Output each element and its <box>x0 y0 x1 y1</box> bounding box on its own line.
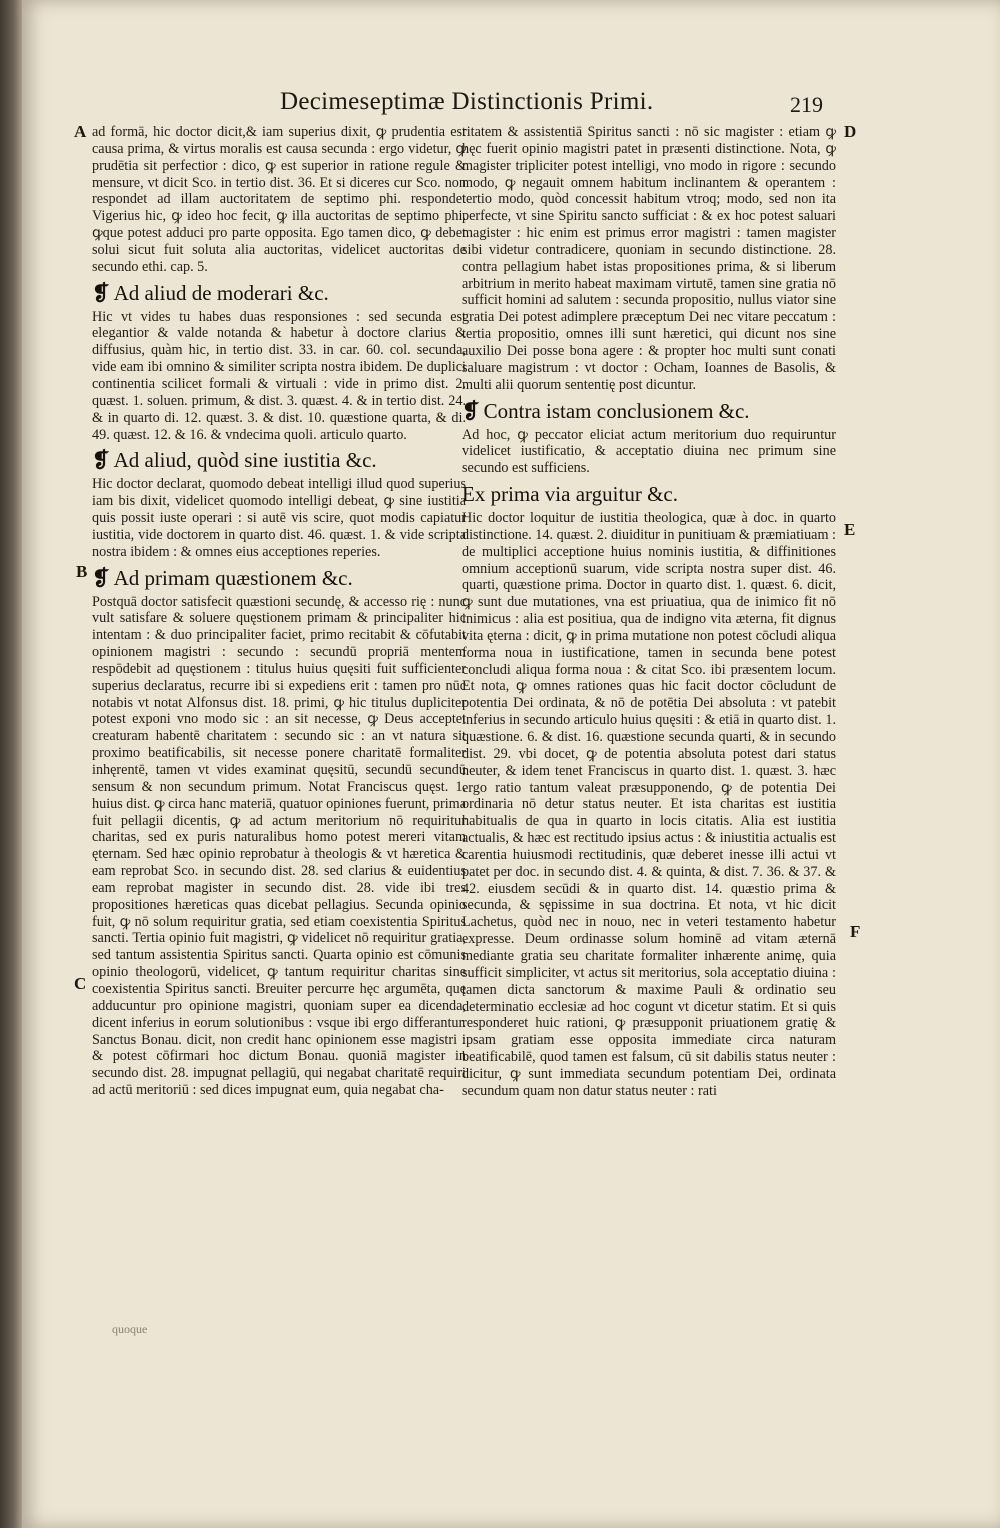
folio-number: 219 <box>790 92 823 117</box>
left-heading-1-text: Ad aliud de moderari &c. <box>113 280 329 305</box>
pilcrow-icon: ❡ <box>92 280 110 305</box>
margin-letter-f: F <box>850 922 861 941</box>
left-heading-2 <box>92 447 466 473</box>
right-heading-1-text: Contra istam conclusionem &c. <box>483 398 750 423</box>
left-paragraph-1: ad formā, hic doctor dicit,& iam superius dixit, ꝙ prudentia est causa prima, & virtus moralis est causa secunda : ergo videtur, ꝙ prudētia sit perfectior : dico, ꝙ est superior in ratione regule & mensure, vt dicit Sco. in tertio dist. 36. Et si diceres cur Sco. non respondet ad illam auctoritatem de septimo phi. respondet Vigerius hic, ꝙ ideo hoc fecit, ꝙ illa auctoritas de septimo phi. ꝙque potest adduci pro parte opposita. Ego tamen dico, ꝙ debet solui sicut fuit soluta alia auctoritas, videlicet auctoritas de secundo ethi. cap. 5. <box>92 124 466 275</box>
right-paragraph-2: Ad hoc, ꝙ peccator eliciat actum meritorium duo requiruntur videlicet iustificatio, & acceptatio diuina nec primum sine secundo est sufficiens. <box>462 426 836 477</box>
left-paragraph-3: Hic doctor declarat, quomodo debeat intelligi illud quod superius iam bis dixit, videlicet quomodo intelligi debeat, ꝙ sine iustitia quis possit iuste operari : si autē vis scire, quot modis capiatur iustitia, vide doctorem in quarto dist. 46. quæst. 1. & vide scripta nostra ibidem : & omnes eius acceptiones reperies. <box>92 476 466 560</box>
book-spine <box>0 0 22 1528</box>
margin-letter-d: D <box>844 122 857 141</box>
right-heading-1 <box>462 398 836 424</box>
left-paragraph-4: Postquā doctor satisfecit quæstioni secundę, & accesso rię : nunc vult satisfare & soluere quęstionem primam & principaliter hic intentam : & duo principaliter faciet, primo recitabit & cōfutabit opinionem magistri : secundo : secundū propriā mentem respōdebit ad quęstionem : titulus huius quęsiti fuit sufficienter superius declaratus, recurre ibi si expediens erit : tamen pro nūc notabis vt notat Alfonsus dist. 18. primi, ꝙ hic titulus dupliciter potest exponi vno modo sic : an sit necesse, ꝙ Deus acceptet creaturam habentē charitatem : secundo sic : an vt natura sit proximo beatificabilis, sit necesse ponere charitatē formaliter inhęrentē, tamen vt vides examinat quęsitū, secundū secundū sensum & non secundum primum. Notat Franciscus quęst. 1. huius dist. ꝙ circa hanc materiā, quatuor opiniones fuerunt, prima fuit pellagii dicentis, ꝙ ad actum meritorium nō requiritur charitas, sed ex puris naturalibus homo potest mereri vitam ęternam. Sed hæc opinio reprobatur à theologis & vt hæretica & eam reprobat Sco. in secundo dist. 28. sed clarius & euidentius eam reprobat magister in secundo dist. 28. vide ibi tres propositiones hæreticas quas dicebat pellagius. Secunda opinio fuit, ꝙ nō solum requiritur gratia, sed etiam coexistentia Spiritus sancti. Tertia opinio fuit magistri, ꝙ videlicet nō requiritur gratia, sed tantum assistentia Spiritus sancti. Quarta opinio est cōmunis opinio theologorū, videlicet, ꝙ tantum requiritur charitas sine coexistentia Spiritus sancti. Breuiter percurre hęc argumēta, quę adducuntur pro opinione magistri, quoniam super ea dicenda, dicent inferius in eorum solutionibus : vsque ibi ergo differantur. Sanctus Bonau. dicit, non credit hanc opinionem esse magistri : & potest cōfirmari hoc dictum Bonau. quoniā magister in secundo dist. 28. impugnat pellagiū, qui negabat charitatē requiri ad actū meritoriū : sed dices impugnat eum, quia negabat cha- <box>92 593 466 1099</box>
pilcrow-icon: ❡ <box>92 565 110 590</box>
left-heading-2-text: Ad aliud, quòd sine iustitia &c. <box>113 448 377 473</box>
left-heading-3-text: Ad primam quæstionem &c. <box>113 565 353 590</box>
margin-letter-b: B <box>76 562 88 581</box>
right-heading-2: Ex prima via arguitur &c. <box>462 482 678 507</box>
left-paragraph-2: Hic vt vides tu habes duas responsiones : sed secunda est elegantior & valde notanda & habetur à doctore clarius & diffusius, quàm hic, in tertio dist. 33. in car. 60. col. secunda, vide eam ibi omnino & similiter scripta nostra ibidem. De duplici continentia scilicet formali & virtuali : vide in primo dist. 2. quæst. 1. soluen. primum, & dist. 3. quæst. 4. & in tertio dist. 24. & in quarto di. 12. quæst. 3. & dist. 10. quæstione quarta, & di. 49. quæst. 12. & 16. & vndecima quoli. articulo quarto. <box>92 308 466 443</box>
margin-letter-e: E <box>844 520 856 539</box>
right-paragraph-1: ritatem & assistentiā Spiritus sancti : nō sic magister : etiam ꝙ hęc fuerit opinio magistri patet in præsenti distinctione. Nota, ꝙ magister tripliciter potest intelligi, vno modo in rigore : secundo modo, ꝙ negauit omnem habitum inclinantem & operantem : tertio modo, quòd concessit habitum vtroq; modo, sed non ita perfecte, vt sine Spiritu sancto sufficiat : & ex hoc potest saluari magister : hic enim est primus error magistri : tamen magister sibi videtur contradicere, quoniam in secundo distinctione. 28. contra pellagium habet istas propositiones prima, & si liberum arbitrium in merito habeat maximam virtutē, tamen sine gratia nō sufficit homini ad salutem : secunda propositio, nullus viator sine gratia Dei potest adimplere præceptum Dei nec vitare peccatum : tertia propositio, omnes illi sunt hæretici, qui dicunt nos sine auxilio Dei posse bona agere : & propter hoc multi sunt conati saluare magistrum : vt doctor : Ocham, Ioannes de Basolis, & multi alii quorum sententię post dicuntur. <box>462 124 836 393</box>
left-column <box>92 124 466 1102</box>
margin-letter-c: C <box>74 974 87 993</box>
running-title: Decimeseptimæ Distinctionis Primi. <box>280 88 654 115</box>
left-heading-1 <box>92 280 466 306</box>
left-heading-3 <box>92 565 466 591</box>
pilcrow-icon: ❡ <box>92 448 110 473</box>
right-paragraph-3: Hic doctor loquitur de iustitia theologica, quæ à doc. in quarto distinctione. 14. quæst. 2. diuiditur in punitiuam & præmiatiuam : de multiplici acceptione huius nominis iustitia, & diffinitiones omnium acceptionū suarum, vide scripta nostra super dist. 46. quarti, quæstione prima. Doctor in quarto dist. 1. quæst. 6. dicit, ꝙ sunt due mutationes, vna est priuatiua, qua de inimico fit nō inimicus : alia est positiua, qua de indigno vita æterna, fit dignus vita ęterna : dicit, ꝙ in prima mutatione non potest cōcludi aliqua forma noua in iustificatione, tamen in secunda bene potest concludi aliqua forma noua : & citat Sco. ibi præsentem locum. Et nota, ꝙ omnes rationes quas hic facit doctor cōcludunt de potentia Dei ordinata, & nō de potētia Dei absoluta : vt patebit inferius in secundo articulo huius quęsiti : & etiā in quarto dist. 1. quæstione. 6. & dist. 16. quæstione secunda quarti, & in secundo dist. 29. vbi docet, ꝙ de potentia absoluta potest dari status neuter, & idem tenet Franciscus in quarto dist. 1. quæst. 3. hæc ergo ratio tantum valeat præsupponendo, ꝙ de potentia Dei ordinaria nō detur status neuter. Et ista charitas est iustitia habitualis de qua in quarto in locis citatis. Alia est iustitia actualis, & hæc est rectitudo ipsius actus : & iniustitia actualis est carentia huiusmodi rectitudinis, quæ deberet inesse illi actui vt patet per doc. in secundo dist. 4. & quinta, & dist. 7. 36. & 37. & 42. eiusdem secūdi & in quarto dist. 14. quæstio prima & secunda, & sępissime in sua doctrina. Et nota, vt hic dicit Lachetus, quòd nec in nouo, nec in veteri testamento habetur expresse. Deum ordinasse solum hominē ad vitam æternā mediante gratia seu charitate formaliter inhærente animę, quia sufficit simpliciter, vt actus sit meritorius, sola acceptatio diuina : tamen dicta sanctorum & maxime Pauli & ordinatio seu determinatio ecclesiæ ad hoc cogunt vt dicetur statim. Et si quis responderet huic rationi, ꝙ præsupponit priuationem gratię & ipsam gratiam esse opposita immediate circa naturam beatificabilē, quod tamen est falsum, cū sit dabilis status neuter : dicitur, ꝙ sunt immediata secundum potentiam Dei, ordinata secundum quam non datur status neuter : rati <box>462 510 836 1099</box>
catchword: quoque <box>112 1322 148 1336</box>
margin-letter-a: A <box>74 122 87 141</box>
pilcrow-icon: ❡ <box>462 398 480 423</box>
right-column <box>462 124 836 1103</box>
